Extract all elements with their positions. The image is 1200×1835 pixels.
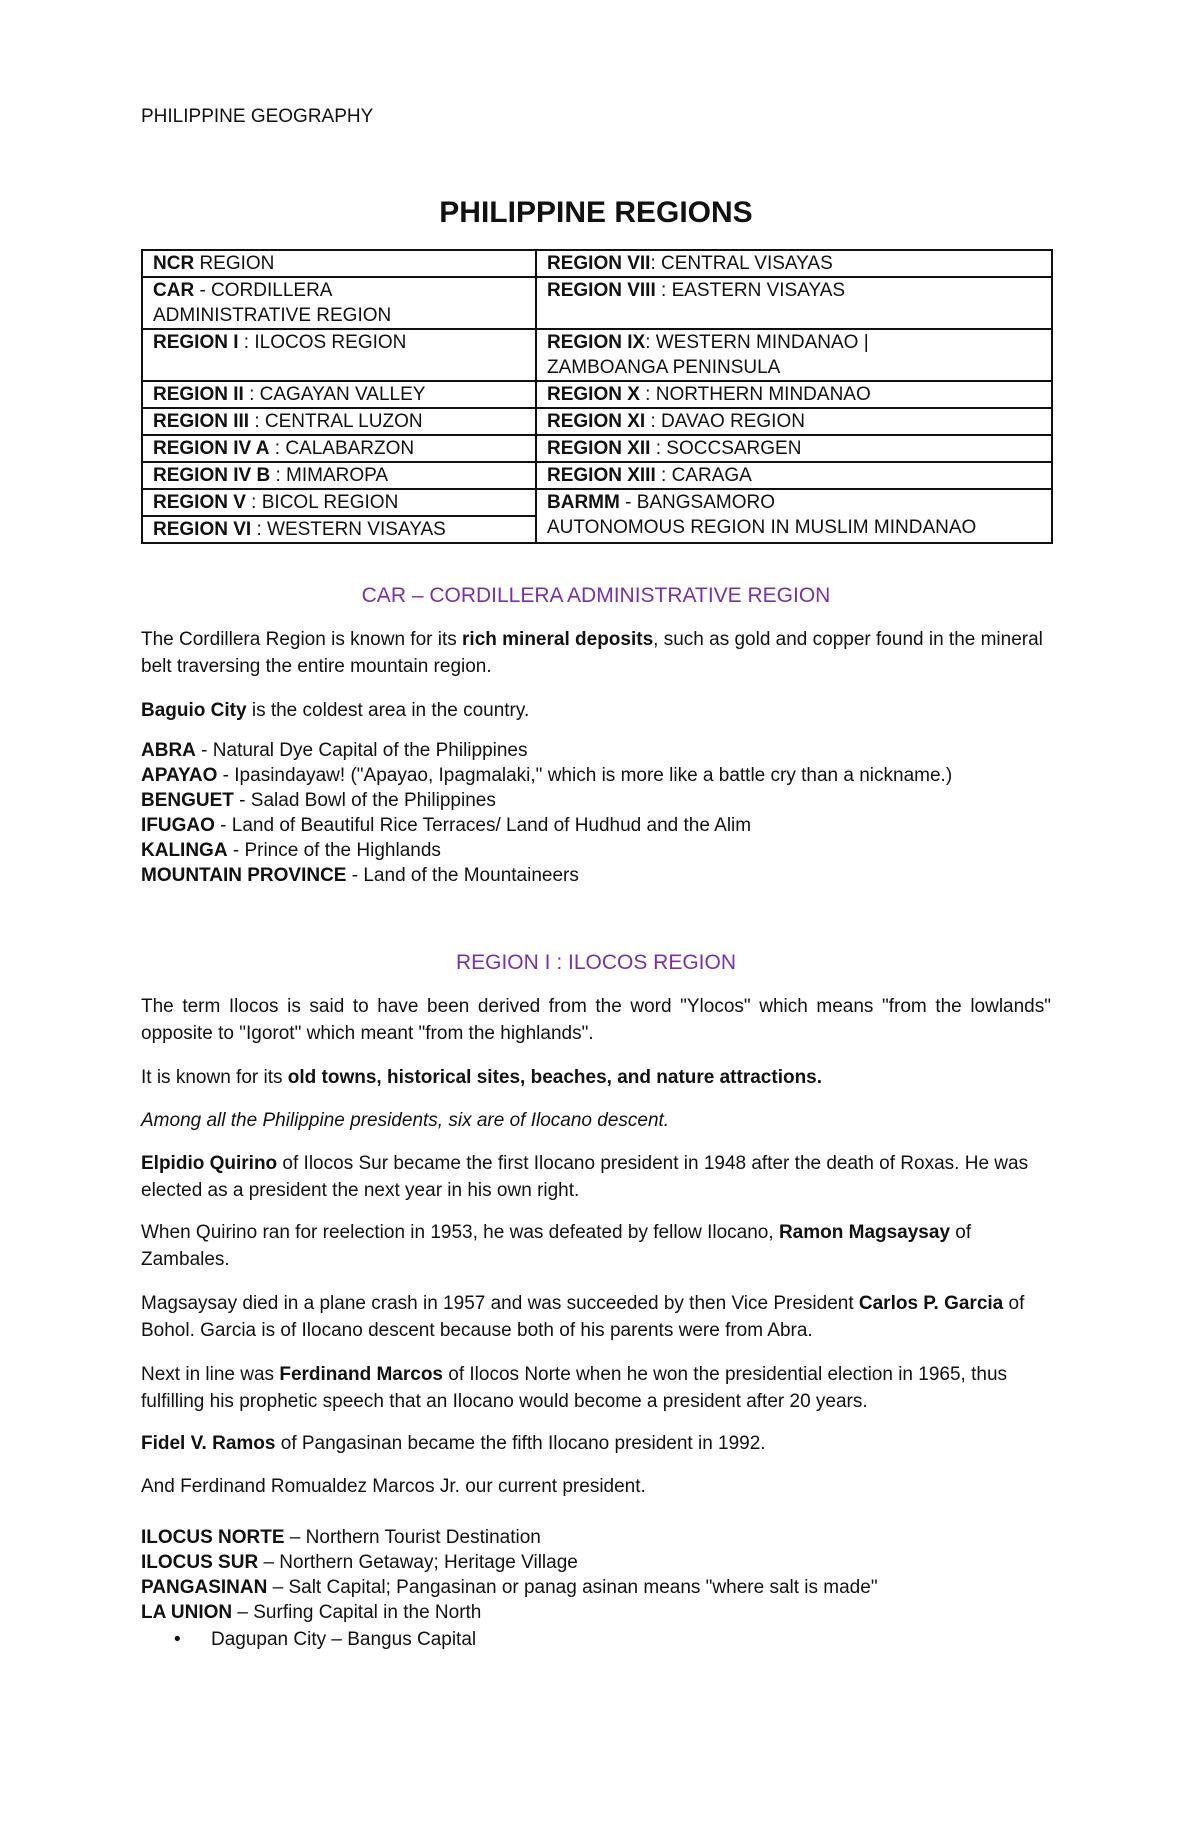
region-code: REGION VI [153, 519, 252, 540]
region1-paragraph [141, 1290, 1051, 1344]
region-name: : SOCCSARGEN [650, 438, 802, 459]
cell-line [547, 515, 1041, 540]
cell-line [547, 382, 1041, 407]
region-cell [536, 381, 1052, 408]
region-name: ZAMBOANGA PENINSULA [547, 357, 781, 378]
bold-text: Elpidio Quirino [141, 1153, 278, 1174]
region-code: REGION XIII [547, 465, 656, 486]
cell-line [547, 330, 1041, 355]
region-code: REGION VIII [547, 280, 656, 301]
text: - Natural Dye Capital of the Philippines [195, 740, 528, 761]
region-cell [536, 277, 1052, 329]
region-name: AUTONOMOUS REGION IN MUSLIM MINDANAO [547, 517, 977, 538]
bold-text: Ramon Magsaysay [778, 1222, 951, 1243]
region1-province-list [141, 1525, 1051, 1625]
italic-text: Among all the Philippine presidents, six are of Ilocano descent. [141, 1110, 670, 1131]
text: The Cordillera Region is known for its [141, 629, 463, 650]
list-item [141, 1575, 1051, 1600]
cell-line [153, 251, 525, 276]
text: Next in line was [141, 1364, 280, 1385]
text: The term Ilocos is said to have been derived from the word "Ylocos" which means "from the lowlands" opposite to "Igorot" which meant "from the highlands". [141, 996, 1051, 1044]
region-code: REGION II [153, 384, 244, 405]
text: – Salt Capital; Pangasinan or panag asinan means "where salt is made" [267, 1577, 878, 1598]
bullet-icon: • [174, 1629, 181, 1650]
region-code: CAR [153, 280, 195, 301]
text: - Ipasindayaw! ("Apayao, Ipagmalaki," which is more like a battle cry than a nickname.) [217, 765, 953, 786]
region-cell [142, 516, 536, 543]
bold-text: ILOCUS SUR [141, 1552, 259, 1573]
text: And Ferdinand Romualdez Marcos Jr. our current president. [141, 1476, 646, 1497]
bold-text: ILOCUS NORTE [141, 1527, 285, 1548]
bold-text: MOUNTAIN PROVINCE [141, 865, 347, 886]
text: of Ilocos Sur became the first Ilocano president in 1948 after the death of Roxas. He was elected as a president the next year in his own right. [141, 1153, 1029, 1201]
region-name: : DAVAO REGION [645, 411, 805, 432]
table-row [142, 381, 1052, 408]
bullet-list [141, 1627, 1051, 1652]
list-item-text: Dagupan City – Bangus Capital [211, 1629, 477, 1650]
car-paragraph [141, 626, 1051, 680]
cell-line [547, 436, 1041, 461]
text: Magsaysay died in a plane crash in 1957 and was succeeded by then Vice President [141, 1293, 859, 1314]
table-row [142, 329, 1052, 381]
region-name: : WESTERN MINDANAO | [645, 332, 869, 353]
bold-text: BENGUET [141, 790, 234, 811]
text: of Zambales. [141, 1222, 972, 1270]
region-cell [142, 277, 536, 329]
text: of Pangasinan became the fifth Ilocano president in 1992. [275, 1433, 766, 1454]
list-item [141, 1627, 1051, 1652]
table-row [142, 489, 1052, 516]
list-item [141, 788, 1051, 813]
region-code: BARMM [547, 492, 620, 513]
region-cell [536, 329, 1052, 381]
text: - Land of the Mountaineers [346, 865, 579, 886]
cell-line [153, 382, 525, 407]
bold-text: APAYAO [141, 765, 218, 786]
region-name: : NORTHERN MINDANAO [639, 384, 871, 405]
region-name: - BANGSAMORO [619, 492, 776, 513]
region-name: : ILOCOS REGION [238, 332, 407, 353]
cell-line [153, 409, 525, 434]
cell-line [153, 517, 525, 542]
text: - Land of Beautiful Rice Terraces/ Land of Hudhud and the Alim [214, 815, 752, 836]
region-code: REGION X [547, 384, 640, 405]
cell-line [153, 278, 525, 303]
region-name: - CORDILLERA [194, 280, 333, 301]
list-item [141, 738, 1051, 763]
region-cell [142, 329, 536, 381]
cell-line [547, 278, 1041, 303]
cell-line [153, 436, 525, 461]
text: When Quirino ran for reelection in 1953, he was defeated by fellow Ilocano, [141, 1222, 779, 1243]
region1-paragraph [141, 1219, 1051, 1273]
text: – Surfing Capital in the North [232, 1602, 482, 1623]
region1-paragraph [141, 1064, 1051, 1091]
text: , such as gold and copper found in the mineral belt traversing the entire mountain region. [141, 629, 1043, 677]
region-name: : CAGAYAN VALLEY [243, 384, 426, 405]
table-row [142, 435, 1052, 462]
region-code: REGION VII [547, 253, 651, 274]
region1-heading: REGION I : ILOCOS REGION [455, 951, 737, 974]
car-province-list [141, 738, 1051, 888]
region1-paragraph [141, 993, 1051, 1047]
region-cell [142, 381, 536, 408]
cell-line [547, 409, 1041, 434]
region-code: REGION IX [547, 332, 646, 353]
region-cell [536, 250, 1052, 277]
region-cell [536, 462, 1052, 489]
region-cell [536, 408, 1052, 435]
region-cell [142, 462, 536, 489]
list-item [141, 813, 1051, 838]
list-item [141, 863, 1051, 888]
region-name: : WESTERN VISAYAS [251, 519, 446, 540]
text: is the coldest area in the country. [246, 700, 530, 721]
region-name: : EASTERN VISAYAS [655, 280, 846, 301]
bold-text: old towns, historical sites, beaches, and nature attractions. [287, 1067, 823, 1088]
region1-paragraph [141, 1473, 1051, 1500]
region1-paragraph [141, 1430, 1051, 1457]
text: of Bohol. Garcia is of Ilocano descent because both of his parents were from Abra. [141, 1293, 1025, 1341]
list-item [141, 1525, 1051, 1550]
cell-line [153, 330, 525, 355]
region-cell [536, 435, 1052, 462]
region-name: ADMINISTRATIVE REGION [153, 305, 392, 326]
bold-text: Carlos P. Garcia [858, 1293, 1004, 1314]
region-code: REGION I [153, 332, 239, 353]
bold-text: Baguio City [141, 700, 247, 721]
text: of Ilocos Norte when he won the presidential election in 1965, thus fulfilling his prophetic speech that an Ilocano would become a president after 20 years. [141, 1364, 1008, 1412]
bold-text: rich mineral deposits [462, 629, 654, 650]
page-title: PHILIPPINE REGIONS [439, 196, 753, 229]
table-row [142, 408, 1052, 435]
region-code: REGION XII [547, 438, 651, 459]
region-code: REGION IV A [153, 438, 270, 459]
region-cell [142, 408, 536, 435]
list-item [141, 838, 1051, 863]
cell-line [547, 463, 1041, 488]
page-header: PHILIPPINE GEOGRAPHY [141, 106, 374, 127]
cell-line [547, 251, 1041, 276]
car-heading: CAR – CORDILLERA ADMINISTRATIVE REGION [361, 584, 831, 607]
region-cell [536, 489, 1052, 543]
region-name: : CENTRAL VISAYAS [650, 253, 833, 274]
region-name: : MIMAROPA [270, 465, 389, 486]
region-code: REGION V [153, 492, 246, 513]
list-item [141, 1550, 1051, 1575]
table-row [142, 462, 1052, 489]
bold-text: LA UNION [141, 1602, 233, 1623]
cell-line [153, 490, 525, 515]
region-code: NCR [153, 253, 195, 274]
bold-text: ABRA [141, 740, 196, 761]
cell-line [153, 463, 525, 488]
text: - Salad Bowl of the Philippines [233, 790, 496, 811]
region-code: REGION III [153, 411, 250, 432]
region-cell [142, 250, 536, 277]
bold-text: KALINGA [141, 840, 228, 861]
region-code: REGION IV B [153, 465, 271, 486]
region-name: : CALABARZON [269, 438, 415, 459]
table-row [142, 277, 1052, 329]
list-item [141, 763, 1051, 788]
regions-table [141, 249, 1053, 544]
cell-line [547, 355, 1041, 380]
region-name: REGION [194, 253, 275, 274]
cell-line [153, 303, 525, 328]
region-cell [142, 489, 536, 516]
text: - Prince of the Highlands [227, 840, 441, 861]
bold-text: IFUGAO [141, 815, 215, 836]
region-code: REGION XI [547, 411, 646, 432]
region1-paragraph [141, 1107, 1051, 1134]
bold-text: PANGASINAN [141, 1577, 268, 1598]
text: – Northern Getaway; Heritage Village [258, 1552, 578, 1573]
region-cell [142, 435, 536, 462]
region1-paragraph [141, 1361, 1051, 1415]
car-paragraph [141, 697, 1051, 724]
text: – Northern Tourist Destination [284, 1527, 541, 1548]
region1-paragraph [141, 1150, 1051, 1204]
region-name: : CENTRAL LUZON [249, 411, 423, 432]
text: It is known for its [141, 1067, 288, 1088]
bold-text: Fidel V. Ramos [141, 1433, 276, 1454]
table-row [142, 250, 1052, 277]
list-item [141, 1600, 1051, 1625]
region-name: : CARAGA [655, 465, 752, 486]
bold-text: Ferdinand Marcos [279, 1364, 443, 1385]
region-name: : BICOL REGION [245, 492, 399, 513]
cell-line [547, 490, 1041, 515]
